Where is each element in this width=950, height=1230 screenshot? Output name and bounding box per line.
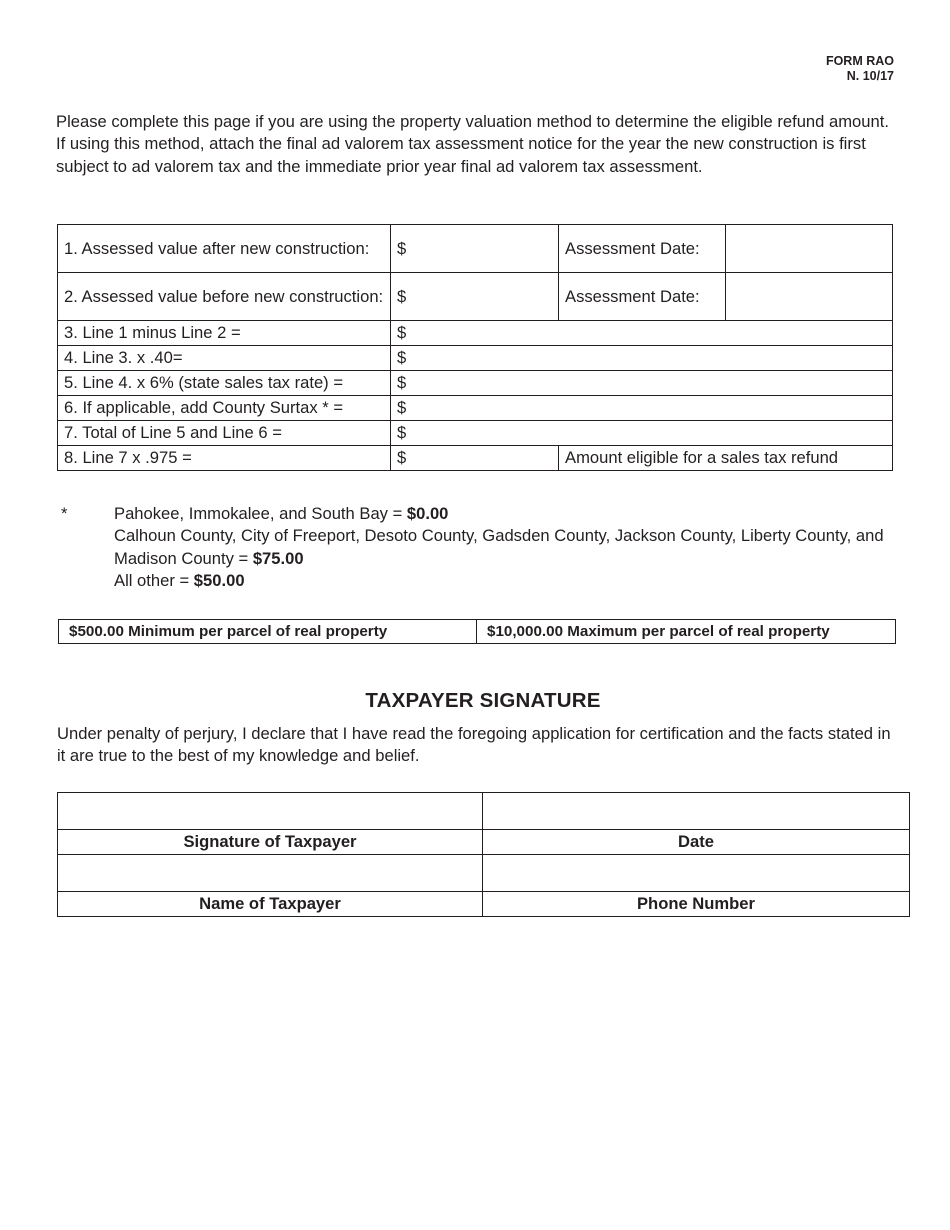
table-row bbox=[58, 892, 910, 917]
maximum-per-parcel: $10,000.00 Maximum per parcel of real property bbox=[477, 620, 896, 644]
phone-field[interactable] bbox=[483, 855, 910, 892]
signature-label: Signature of Taxpayer bbox=[58, 830, 483, 855]
surtax-line-text: All other = bbox=[114, 570, 194, 590]
signature-field[interactable] bbox=[58, 793, 483, 830]
assessment-date-label: Assessment Date: bbox=[559, 273, 726, 321]
line-5-field[interactable]: $ bbox=[391, 371, 893, 396]
intro-paragraph: Please complete this page if you are using the property valuation method to determine the eligible refund amount. If using this method, attach the final ad valorem tax assessment notice for the year the new construction is first subject to ad valorem tax and the immediate prior year final ad valorem tax assessment. bbox=[56, 112, 889, 176]
form-name: FORM RAO bbox=[825, 54, 894, 68]
surtax-line-text: Calhoun County, City of Freeport, Desoto County, Gadsden County, Jackson County, Liberty County, and Madison County = bbox=[114, 526, 884, 568]
surtax-amount: $75.00 bbox=[252, 548, 304, 568]
footnote-marker: * bbox=[61, 504, 68, 523]
name-field[interactable] bbox=[58, 855, 483, 892]
row-label: 7. Total of Line 5 and Line 6 = bbox=[58, 421, 391, 446]
line-3-field[interactable]: $ bbox=[391, 321, 893, 346]
line-6-field[interactable]: $ bbox=[391, 396, 893, 421]
assessed-value-before-field[interactable]: $ bbox=[391, 273, 559, 321]
line-4-field[interactable]: $ bbox=[391, 346, 893, 371]
surtax-line-text: Pahokee, Immokalee, and South Bay = bbox=[114, 504, 407, 523]
assessment-date-before-field[interactable] bbox=[726, 273, 893, 321]
date-label: Date bbox=[483, 830, 910, 855]
refund-eligible-note: Amount eligible for a sales tax refund bbox=[559, 446, 893, 471]
table-row bbox=[58, 396, 893, 421]
surtax-line bbox=[114, 570, 891, 592]
table-row bbox=[58, 346, 893, 371]
parcel-limits-table bbox=[58, 619, 896, 644]
table-row bbox=[58, 225, 893, 273]
valuation-calculation-table bbox=[57, 224, 893, 471]
surtax-line bbox=[114, 503, 891, 525]
surtax-line bbox=[114, 525, 891, 570]
row-label: 5. Line 4. x 6% (state sales tax rate) = bbox=[58, 371, 391, 396]
minimum-per-parcel: $500.00 Minimum per parcel of real property bbox=[59, 620, 477, 644]
table-row bbox=[58, 793, 910, 830]
form-revision: N. 10/17 bbox=[846, 69, 894, 83]
table-row bbox=[58, 855, 910, 892]
table-row bbox=[58, 421, 893, 446]
signature-table bbox=[57, 792, 910, 917]
table-row bbox=[59, 620, 896, 644]
assessed-value-after-field[interactable]: $ bbox=[391, 225, 559, 273]
row-label: 1. Assessed value after new construction: bbox=[58, 225, 391, 273]
phone-label: Phone Number bbox=[483, 892, 910, 917]
table-row bbox=[58, 273, 893, 321]
row-label: 3. Line 1 minus Line 2 = bbox=[58, 321, 391, 346]
surtax-amount: $0.00 bbox=[406, 504, 449, 523]
table-row bbox=[58, 446, 893, 471]
row-label: 4. Line 3. x .40= bbox=[58, 346, 391, 371]
row-label: 6. If applicable, add County Surtax * = bbox=[58, 396, 391, 421]
name-label: Name of Taxpayer bbox=[58, 892, 483, 917]
form-identifier bbox=[826, 54, 894, 84]
table-row bbox=[58, 371, 893, 396]
line-7-field[interactable]: $ bbox=[391, 421, 893, 446]
table-row bbox=[58, 321, 893, 346]
surtax-amount: $50.00 bbox=[193, 570, 245, 590]
county-surtax-note bbox=[61, 503, 891, 592]
table-row bbox=[58, 830, 910, 855]
date-field[interactable] bbox=[483, 793, 910, 830]
assessment-date-label: Assessment Date: bbox=[559, 225, 726, 273]
assessment-date-after-field[interactable] bbox=[726, 225, 893, 273]
section-title: TAXPAYER SIGNATURE bbox=[365, 689, 601, 712]
row-label: 2. Assessed value before new construction: bbox=[58, 273, 391, 321]
perjury-declaration: Under penalty of perjury, I declare that I have read the foregoing application for certification and the facts stated in it are true to the best of my knowledge and belief. bbox=[57, 724, 891, 766]
row-label: 8. Line 7 x .975 = bbox=[58, 446, 391, 471]
line-8-field[interactable]: $ bbox=[391, 446, 559, 471]
